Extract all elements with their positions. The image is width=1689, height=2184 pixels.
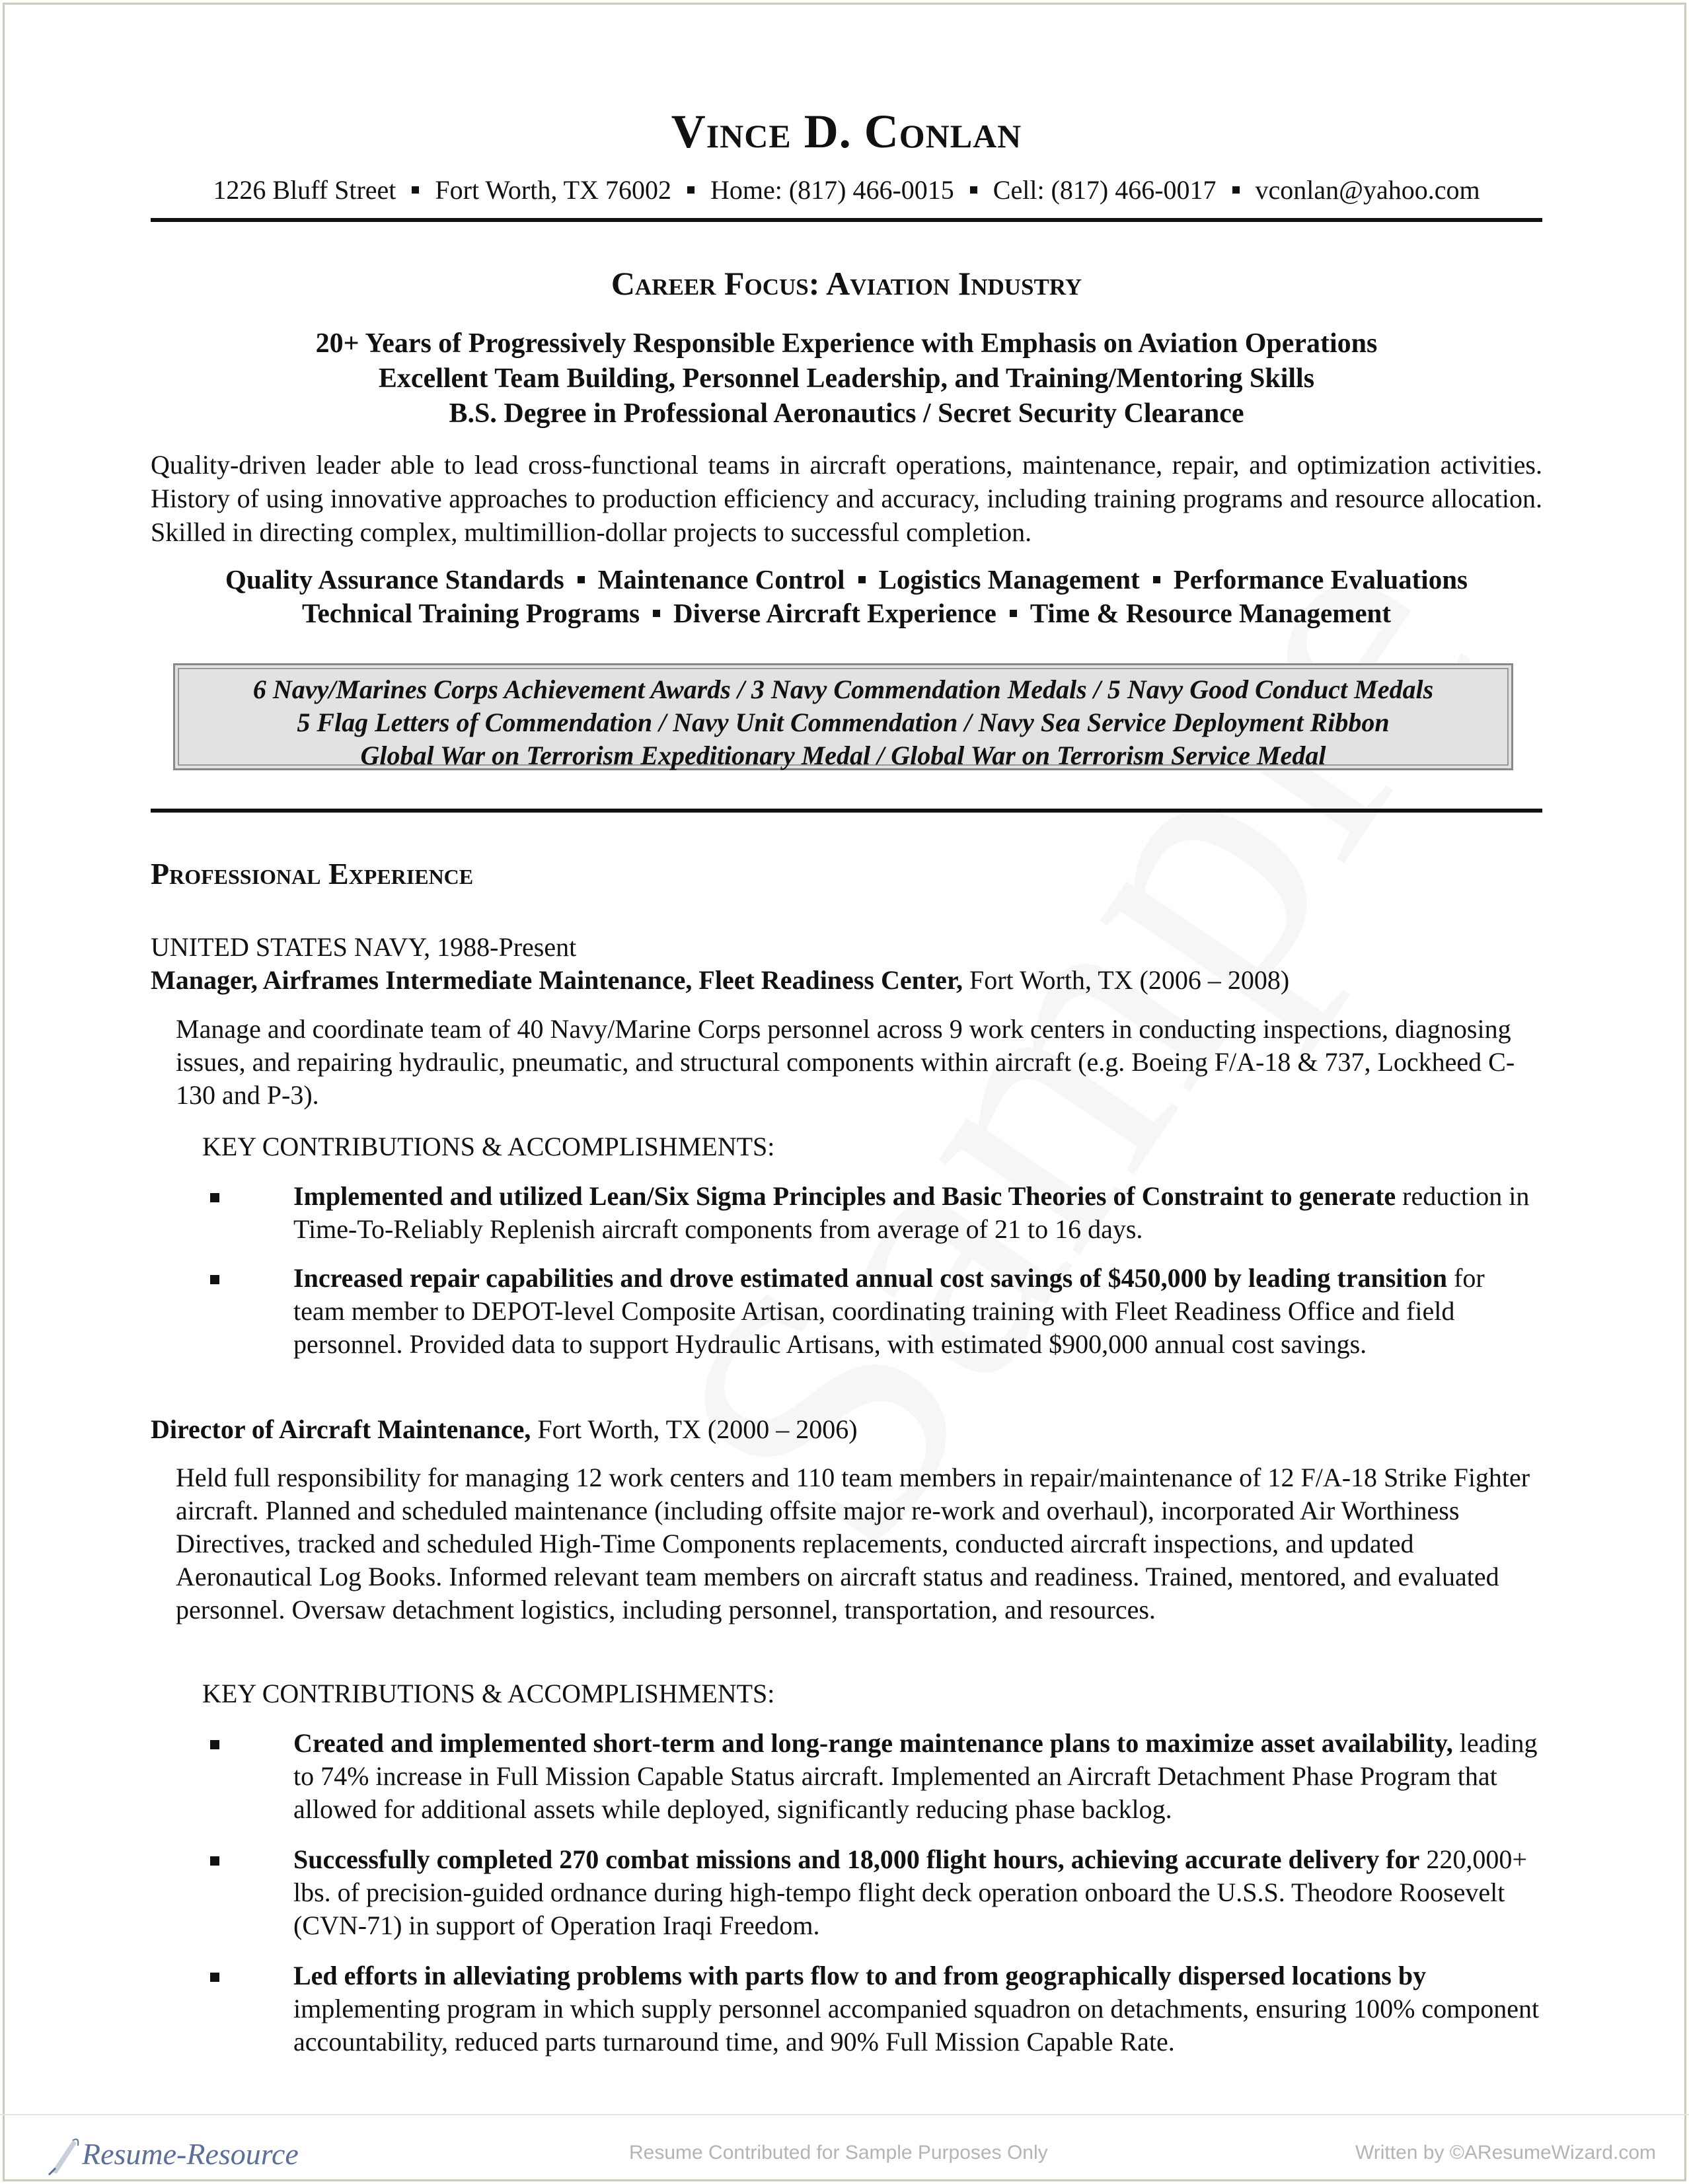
square-bullet-icon xyxy=(210,1740,219,1749)
accomplishment-bullet xyxy=(210,1180,1542,1246)
award-line: 5 Flag Letters of Commendation / Navy Unit Commendation / Navy Sea Service Deployment Ribbon xyxy=(297,708,1390,737)
square-bullet-icon xyxy=(210,1275,219,1284)
highlight-line: Excellent Team Building, Personnel Leadership, and Training/Mentoring Skills xyxy=(378,363,1315,394)
skill-item: Logistics Management xyxy=(878,564,1140,595)
award-line: Global War on Terrorism Expeditionary Medal / Global War on Terrorism Service Medal xyxy=(360,741,1326,770)
accomplishment-bullet xyxy=(210,1959,1542,2058)
contact-line xyxy=(151,174,1542,205)
highlight-line: 20+ Years of Progressively Responsible Experience with Emphasis on Aviation Operations xyxy=(315,328,1378,359)
awards-inner xyxy=(178,668,1509,770)
summary-paragraph: Quality-driven leader able to lead cross-functional teams in aircraft operations, maintenance, repair, and optimization activities. History of using innovative approaches to production efficiency and accuracy, including training programs and resource allocation. Skilled in directing complex, multimillion-dollar projects to successful completion. xyxy=(151,450,1542,547)
bullet-rest: implementing program in which supply personnel accompanied squadron on detachments, ensuring 100% component accountability, reduced parts turnaround time, and 90% Full Mission Capable Rate. xyxy=(293,1994,1540,2057)
resume-resource-logo[interactable]: Resume-Resource xyxy=(82,2137,299,2171)
job-location-dates: Fort Worth, TX (2000 – 2006) xyxy=(537,1414,858,1444)
quill-logo-icon xyxy=(46,2134,82,2176)
key-contributions-label: KEY CONTRIBUTIONS & ACCOMPLISHMENTS: xyxy=(202,1132,775,1161)
section-rule xyxy=(151,809,1542,813)
contact-home-phone: Home: (817) 466-0015 xyxy=(710,175,954,205)
footer-disclaimer: Resume Contributed for Sample Purposes Only xyxy=(629,2142,1048,2164)
bullet-separator xyxy=(1232,186,1240,194)
bullet-rest: reduction in Time-To-Reliably Replenish aircraft components from average of 21 to 16 days. xyxy=(293,1181,1530,1244)
bullet-separator xyxy=(578,576,585,583)
bullet-separator xyxy=(653,610,660,617)
bullet-lead: Increased repair capabilities and drove estimated annual cost savings of $450,000 by leading transition xyxy=(293,1263,1448,1293)
skill-item: Maintenance Control xyxy=(597,564,845,595)
employer-line: UNITED STATES NAVY, 1988-Present xyxy=(151,932,577,962)
footer-credit[interactable]: Written by ©AResumeWizard.com xyxy=(1355,2142,1656,2164)
bullet-rest: for team member to DEPOT-level Composite Artisan, coordinating training with Fleet Readiness Office and field personnel. Provided data to support Hydraulic Artisans, with estimated $900,000 annual cost savings. xyxy=(293,1263,1485,1359)
header-rule xyxy=(151,218,1542,222)
bullet-text xyxy=(293,1959,1542,2058)
bullet-lead: Successfully completed 270 combat missions and 18,000 flight hours, achieving accurate delivery for xyxy=(293,1844,1420,1874)
job-title: Director of Aircraft Maintenance, xyxy=(151,1414,531,1444)
bullet-rest: leading to 74% increase in Full Mission Capable Status aircraft. Implemented an Aircraft Detachment Phase Program that allowed for additional assets while deployed, significantly reducing phase backlog. xyxy=(293,1728,1538,1824)
career-highlights xyxy=(151,326,1542,431)
award-line: 6 Navy/Marines Corps Achievement Awards / 3 Navy Commendation Medals / 5 Navy Good Conduct Medals xyxy=(252,674,1434,704)
contact-street: 1226 Bluff Street xyxy=(213,175,396,205)
bullet-lead: Implemented and utilized Lean/Six Sigma Principles and Basic Theories of Constraint to generate xyxy=(293,1181,1396,1211)
core-skills xyxy=(151,563,1542,630)
job-title-line xyxy=(151,965,1289,996)
skills-row xyxy=(151,563,1542,597)
bullet-separator xyxy=(412,186,419,194)
square-bullet-icon xyxy=(210,1973,219,1982)
bullet-separator xyxy=(970,186,977,194)
skills-row xyxy=(151,597,1542,630)
candidate-name: Vince D. Conlan xyxy=(671,105,1022,158)
highlight-line: B.S. Degree in Professional Aeronautics / Secret Security Clearance xyxy=(449,398,1244,429)
bullet-separator xyxy=(1010,610,1017,617)
bullet-separator xyxy=(687,186,694,194)
experience-heading: Professional Experience xyxy=(151,857,474,891)
square-bullet-icon xyxy=(210,1193,219,1202)
awards-box xyxy=(173,663,1513,770)
key-contributions-label: KEY CONTRIBUTIONS & ACCOMPLISHMENTS: xyxy=(202,1679,775,1708)
bullet-lead: Led efforts in alleviating problems with parts flow to and from geographically dispersed locations by xyxy=(293,1961,1427,1990)
contact-city: Fort Worth, TX 76002 xyxy=(435,175,671,205)
contact-cell-phone: Cell: (817) 466-0017 xyxy=(993,175,1217,205)
skill-item: Quality Assurance Standards xyxy=(225,564,564,595)
bullet-text xyxy=(293,1262,1542,1361)
bullet-text xyxy=(293,1843,1542,1942)
accomplishment-bullet xyxy=(210,1843,1542,1942)
bullet-rest: 220,000+ lbs. of precision-guided ordnance during high-tempo flight deck operation onboard the U.S.S. Theodore Roosevelt (CVN-71) in support of Operation Iraqi Freedom. xyxy=(293,1844,1527,1940)
job-title-line xyxy=(151,1414,858,1445)
bullet-text xyxy=(293,1727,1542,1826)
footer-rule xyxy=(0,2114,1689,2115)
job-location-dates: Fort Worth, TX (2006 – 2008) xyxy=(969,965,1290,995)
bullet-separator xyxy=(1153,576,1160,583)
job-description: Held full responsibility for managing 12 work centers and 110 team members in repair/maintenance of 12 F/A-18 Strike Fighter aircraft. Planned and scheduled maintenance (including offsite major re-work and overhaul), incorporated Air Worthiness Directives, tracked and scheduled High-Time Components replacements, conducted aircraft inspections, and updated Aeronautical Log Books. Informed relevant team members on aircraft status and readiness. Trained, mentored, and evaluated personnel. Oversaw detachment logistics, including personnel, transportation, and resources. xyxy=(176,1463,1530,1624)
bullet-separator xyxy=(858,576,866,583)
skill-item: Diverse Aircraft Experience xyxy=(673,598,996,628)
square-bullet-icon xyxy=(210,1856,219,1866)
accomplishment-bullet xyxy=(210,1727,1542,1826)
page-footer xyxy=(0,2114,1689,2184)
career-focus-heading: Career Focus: Aviation Industry xyxy=(611,265,1082,302)
skill-item: Time & Resource Management xyxy=(1030,598,1391,628)
contact-email[interactable]: vconlan@yahoo.com xyxy=(1255,175,1480,205)
skill-item: Performance Evaluations xyxy=(1173,564,1468,595)
job-description: Manage and coordinate team of 40 Navy/Marine Corps personnel across 9 work centers in conducting inspections, diagnosing issues, and repairing hydraulic, pneumatic, and structural components within aircraft (e.g. Boeing F/A-18 & 737, Lockheed C-130 and P-3). xyxy=(176,1014,1515,1110)
job-title: Manager, Airframes Intermediate Maintenance, Fleet Readiness Center, xyxy=(151,965,963,995)
accomplishment-bullet xyxy=(210,1262,1542,1361)
bullet-text xyxy=(293,1180,1542,1246)
skill-item: Technical Training Programs xyxy=(302,598,640,628)
bullet-lead: Created and implemented short-term and long-range maintenance plans to maximize asset availability, xyxy=(293,1728,1453,1758)
